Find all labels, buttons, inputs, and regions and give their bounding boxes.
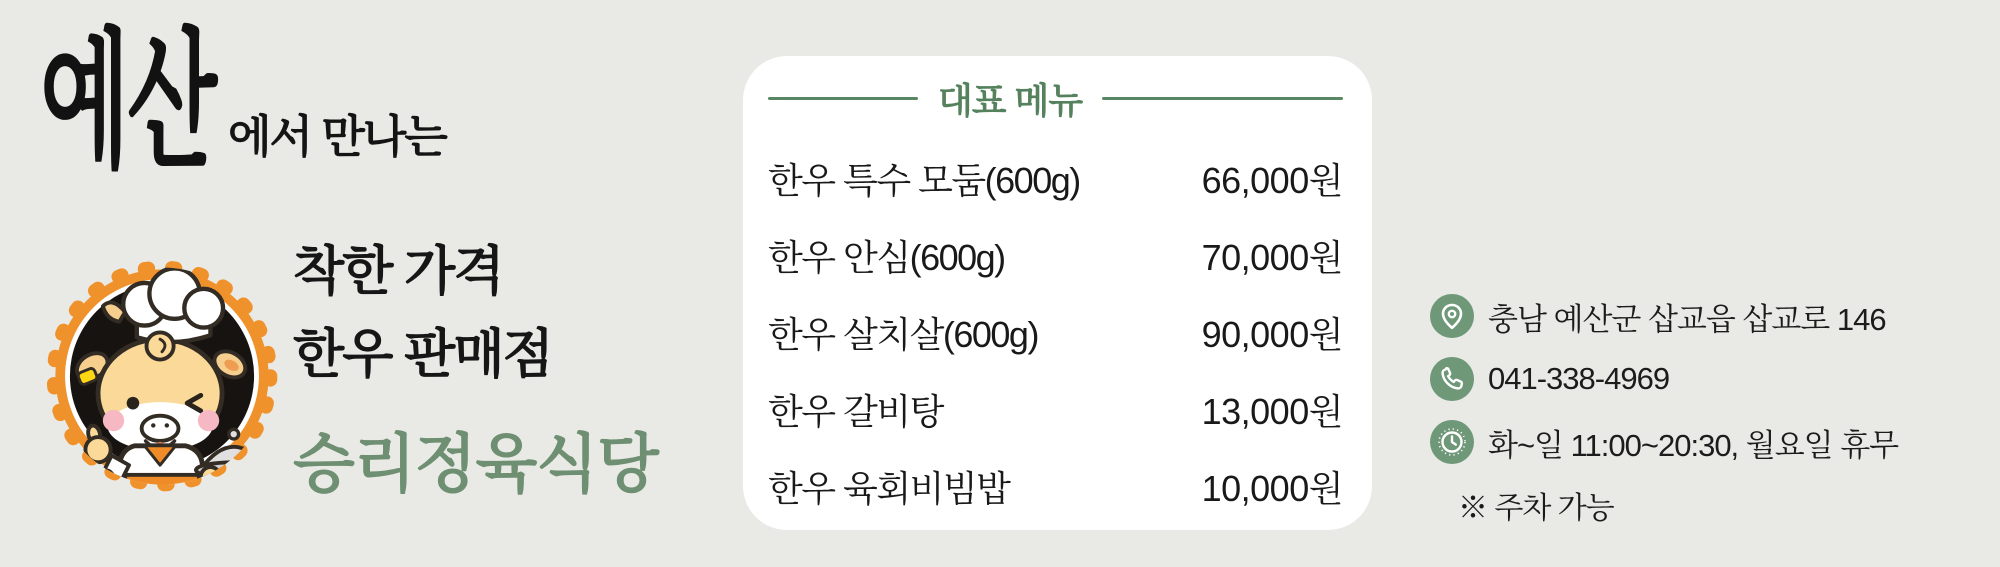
menu-row [768, 371, 1343, 448]
contact-block [1430, 294, 1990, 527]
menu-item-price: 66,000원 [1201, 160, 1343, 201]
menu-item-price: 90,000원 [1201, 314, 1343, 355]
menu-row [768, 140, 1343, 217]
hours-text: 화~일 11:00~20:30, 월요일 휴무 [1488, 427, 1899, 463]
menu-list [768, 140, 1343, 525]
menu-item-name: 한우 살치살(600g) [768, 314, 1038, 355]
menu-card-header [768, 79, 1343, 121]
brand-text-block [293, 244, 658, 505]
menu-row [768, 217, 1343, 294]
brand-line-2: 한우 판매점 [293, 325, 552, 385]
city-title: 예산 [40, 13, 215, 189]
menu-item-name: 한우 육회비빔밥 [768, 468, 1010, 509]
menu-item-name: 한우 갈비탕 [768, 391, 943, 432]
address-text: 충남 예산군 삽교읍 삽교로 146 [1488, 301, 1886, 337]
menu-row [768, 294, 1343, 371]
menu-item-name: 한우 특수 모둠(600g) [768, 160, 1080, 201]
menu-card [743, 56, 1372, 530]
cow-chef-mascot-badge [36, 250, 288, 502]
menu-item-price: 70,000원 [1201, 237, 1343, 278]
menu-item-name: 한우 안심(600g) [768, 237, 1005, 278]
clock-icon [1430, 420, 1474, 464]
city-title-suffix: 에서 만나는 [228, 111, 446, 162]
phone-icon [1430, 357, 1474, 401]
store-name: 승리정육식당 [293, 428, 658, 501]
menu-row [768, 448, 1343, 525]
menu-item-price: 10,000원 [1201, 468, 1343, 509]
menu-item-price: 13,000원 [1201, 391, 1343, 432]
contact-row-phone [1430, 357, 1990, 401]
menu-title: 대표 메뉴 [938, 79, 1083, 121]
contact-row-hours [1430, 420, 1990, 464]
phone-text: 041-338-4969 [1488, 361, 1670, 396]
menu-title-line-left [768, 97, 918, 100]
contact-row-address [1430, 294, 1990, 338]
parking-note: ※ 주차 가능 [1458, 492, 1614, 525]
location-icon [1430, 294, 1474, 338]
menu-title-line-right [1102, 97, 1343, 100]
brand-line-1: 착한 가격 [293, 242, 503, 301]
